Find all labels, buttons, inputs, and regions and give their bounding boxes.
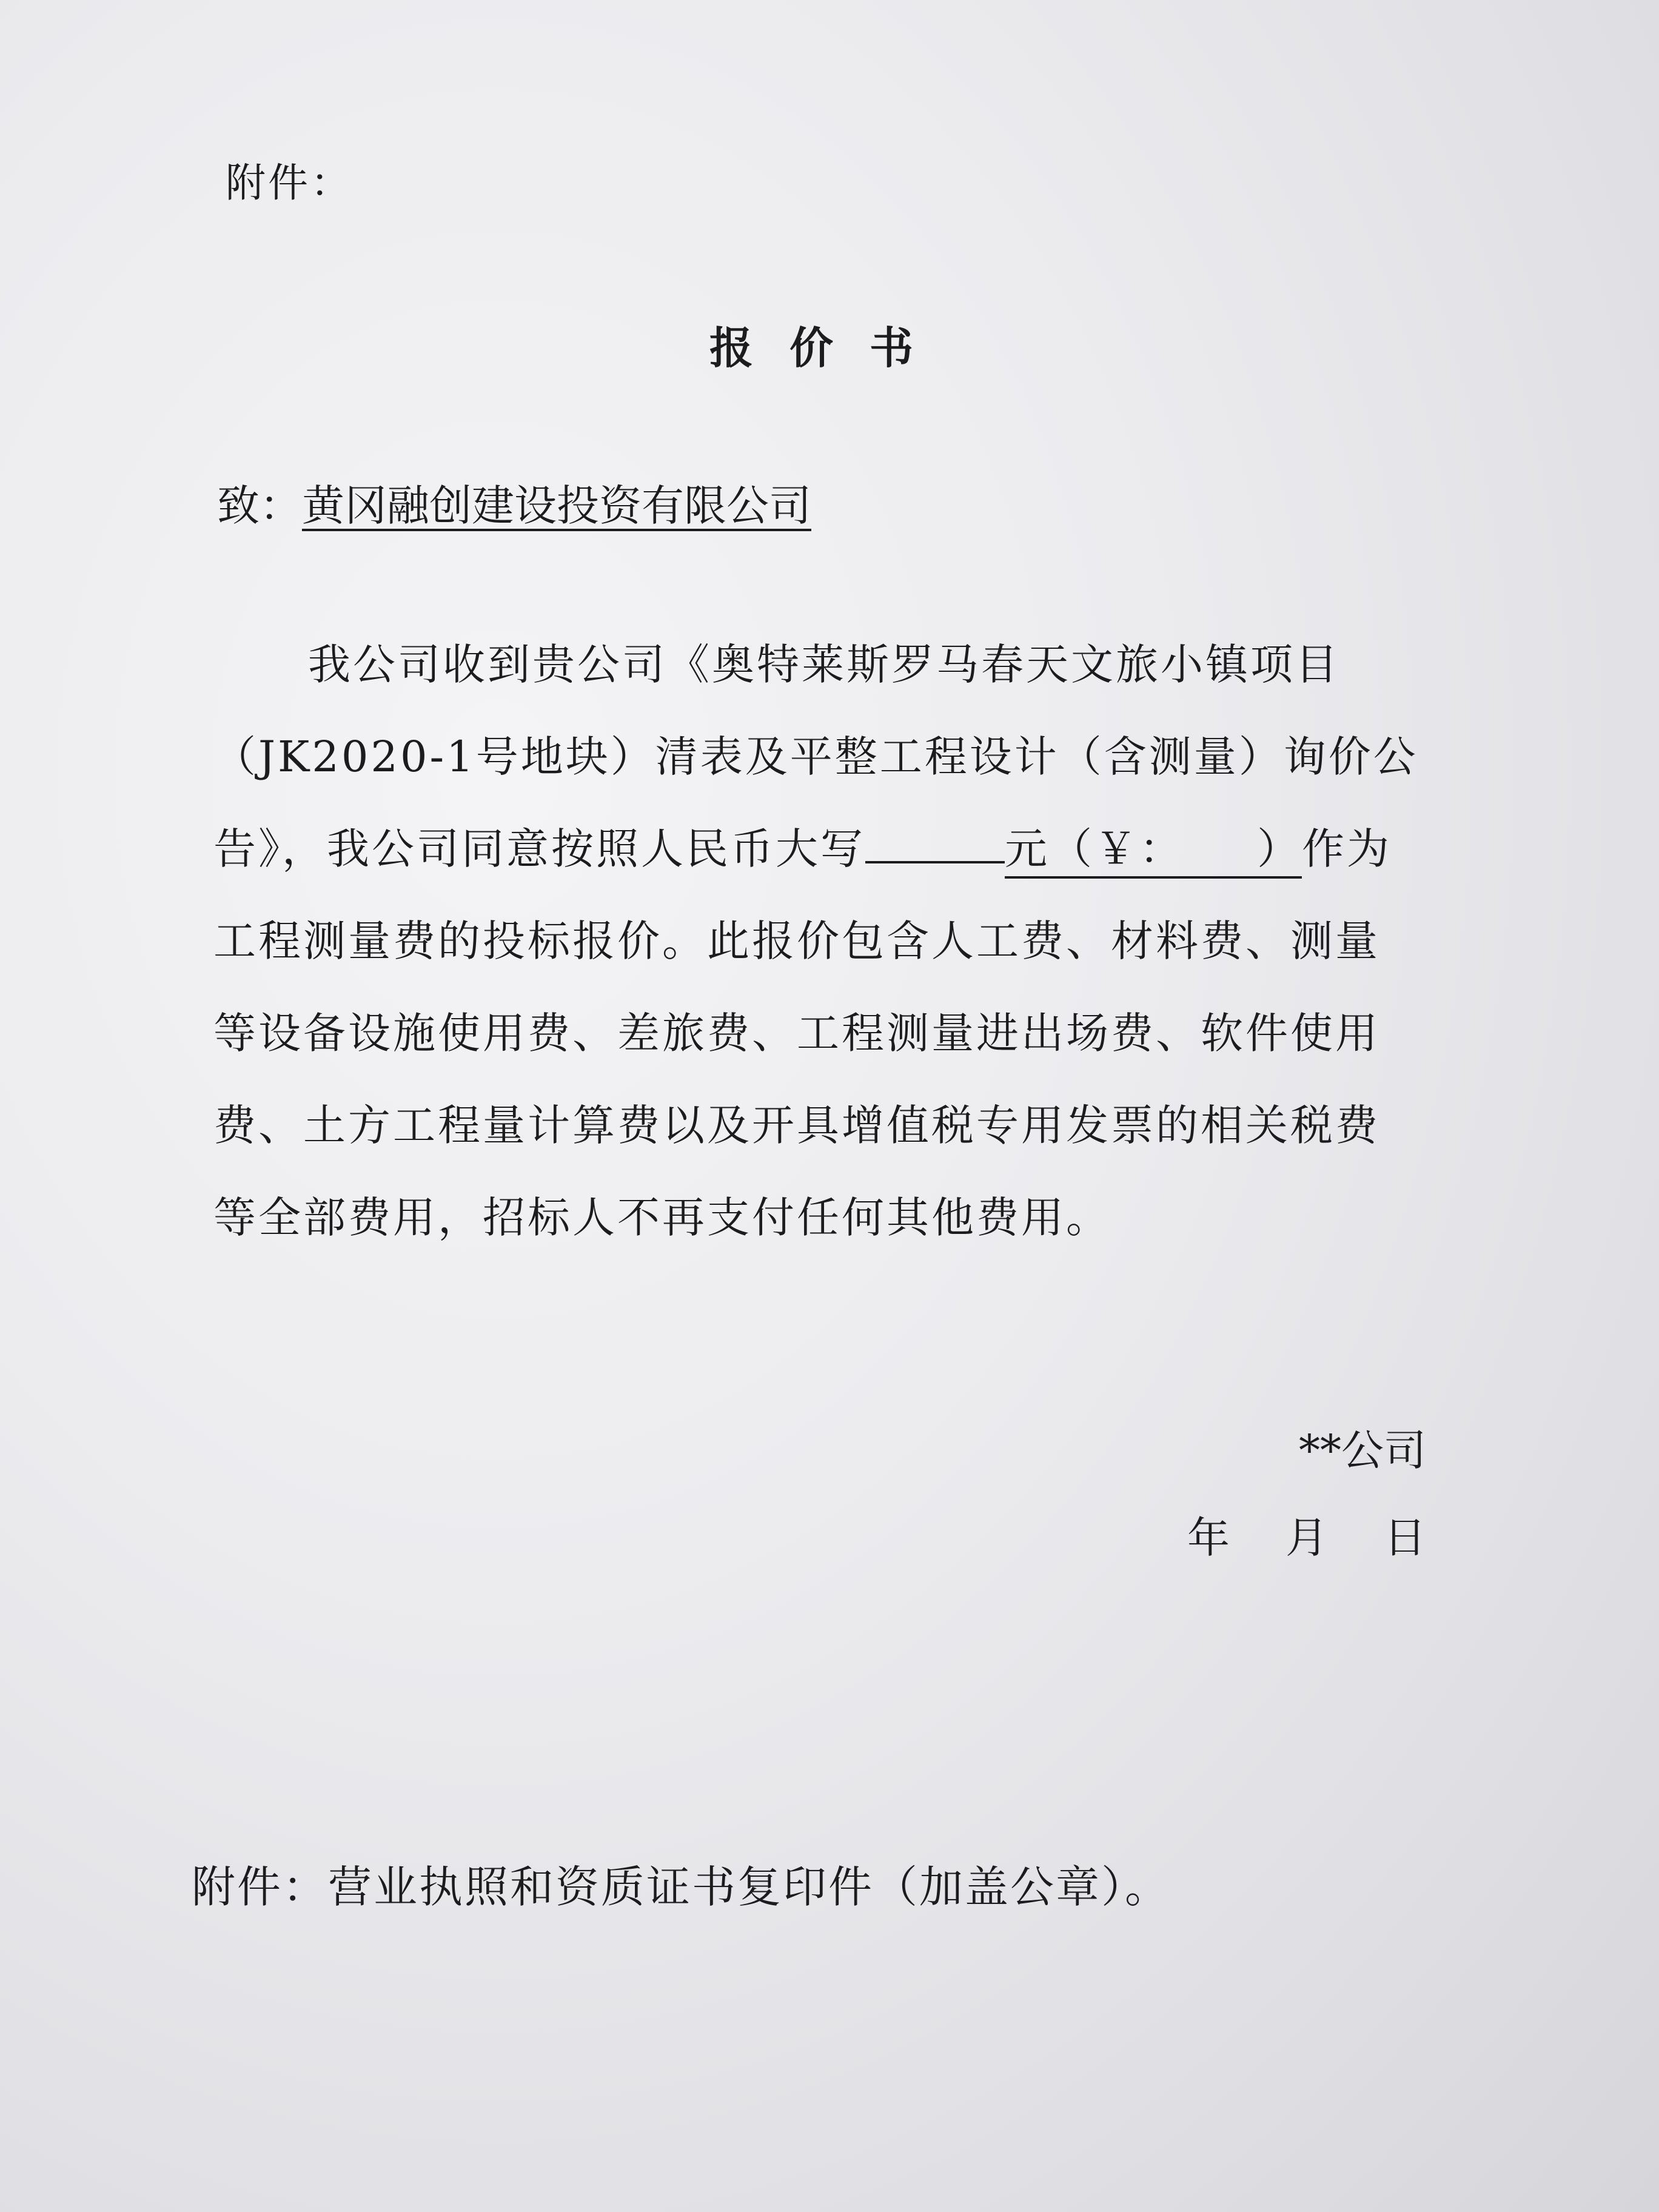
body-line-6: 费、土方工程量计算费以及开具增值税专用发票的相关税费: [213, 1101, 1380, 1150]
amount-unit: 元（￥：: [1005, 824, 1184, 874]
addressee-prefix: 致：: [217, 481, 302, 531]
addressee-line: [217, 472, 811, 533]
body-line-7: 等全部费用，招标人不再支付任何其他费用。: [213, 1193, 1111, 1242]
signature-date: [1187, 1504, 1426, 1565]
date-month-label: 月: [1285, 1513, 1328, 1563]
attachment-note: 附件：营业执照和资质证书复印件（加盖公章）。: [192, 1862, 1171, 1912]
document-title: 报价书: [709, 322, 950, 374]
body-line-1: 我公司收到贵公司《奥特莱斯罗马春天文旅小镇项目: [308, 640, 1340, 689]
body-line-3-tail: 作为: [1302, 824, 1392, 874]
date-day-label: 日: [1384, 1513, 1426, 1563]
quotation-body: [213, 618, 1426, 1264]
amount-close-paren: ）: [1257, 824, 1302, 874]
amount-unit-group: [1005, 822, 1302, 879]
date-year-label: 年: [1187, 1513, 1230, 1563]
attachment-header-label: 附件：: [226, 159, 353, 206]
body-line-5: 等设备设施使用费、差旅费、工程测量进出场费、软件使用: [213, 1008, 1380, 1058]
amount-in-words-blank: [865, 861, 1005, 863]
body-line-3-text: 告》，我公司同意按照人民币大写: [213, 824, 865, 874]
signature-company: **公司: [1299, 1426, 1426, 1475]
addressee-recipient: 黄冈融创建设投资有限公司: [302, 481, 811, 531]
body-line-2: （JK2020-1号地块）清表及平整工程设计（含测量）询价公: [213, 732, 1418, 782]
body-line-3: [213, 803, 1426, 895]
body-line-4: 工程测量费的投标报价。此报价包含人工费、材料费、测量: [213, 916, 1380, 966]
